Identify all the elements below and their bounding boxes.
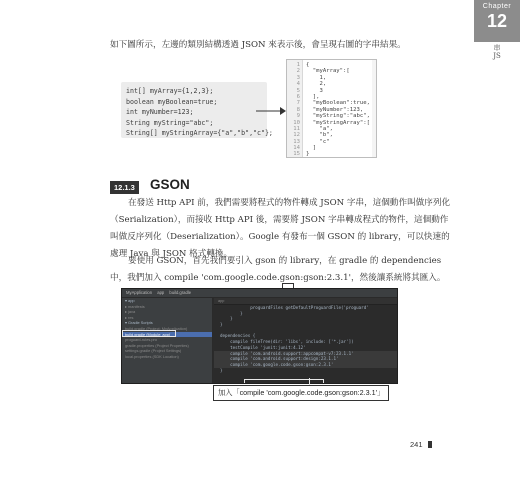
json-line: ] [306, 145, 317, 152]
json-line: "c" [306, 138, 330, 145]
code-line: int[] myArray={1,2,3}; [126, 87, 214, 95]
code-line: } [220, 310, 243, 316]
tree-item[interactable]: ▸ manifests [125, 303, 145, 309]
line-number: 15 [293, 151, 300, 158]
highlight-box [244, 379, 324, 384]
code-line: compile fileTree(dir: 'libs', include: ['*.jar']) [220, 339, 354, 345]
line-number: 8 [296, 106, 300, 113]
code-line: String myString="abc"; [126, 118, 214, 127]
json-output-panel [286, 59, 377, 158]
project-tree[interactable] [122, 298, 213, 384]
json-line: "myBoolean":true, [306, 100, 370, 107]
intro-paragraph: 如下圖所示，左邊的類別結構透過 JSON 來表示後，會呈現右圖的字串結果。 [110, 40, 406, 50]
line-number: 10 [293, 119, 300, 126]
tree-item[interactable]: settings.gradle (Project Settings) [125, 348, 182, 354]
line-number: 14 [293, 145, 300, 152]
line-number: 9 [296, 113, 300, 120]
code-line: } [220, 316, 233, 322]
json-line: "myNumber":123, [306, 106, 364, 113]
page-marker [428, 441, 432, 448]
chapter-number: 12 [486, 11, 508, 31]
code-line: } [220, 322, 223, 328]
line-number: 13 [293, 138, 300, 145]
line-number-gutter [287, 60, 303, 157]
line-number: 12 [293, 132, 300, 139]
ide-navigation-bar [122, 289, 397, 298]
code-editor[interactable] [214, 298, 397, 384]
line-number: 1 [296, 62, 300, 68]
editor-tab[interactable]: app [214, 298, 397, 305]
json-line: "a", [306, 125, 333, 132]
tree-item[interactable]: build.gradle (Project: MyApplication) [125, 325, 188, 331]
json-text [306, 62, 370, 158]
code-line: compile 'com.android.support:appcompat-v7:23.1.1' [214, 351, 397, 357]
line-number: 6 [296, 93, 300, 100]
tree-highlight-box [122, 330, 176, 337]
json-line: "myString":"abc", [306, 113, 370, 120]
code-line: proguardFiles getDefaultProguardFile('proguard' [220, 305, 369, 310]
line-number: 3 [296, 74, 300, 81]
tree-item[interactable]: ▸ java [125, 309, 136, 315]
code-line: compile 'com.android.support:design:23.1.1' [214, 356, 397, 362]
json-line: "myArray":[ [306, 68, 350, 75]
json-line: } [306, 151, 310, 158]
android-studio-screenshot [121, 288, 398, 384]
code-line: dependencies { [220, 333, 256, 339]
json-line: 2, [306, 81, 327, 88]
tree-item[interactable]: local.properties (SDK Location) [125, 353, 179, 359]
json-line: 1, [306, 74, 327, 81]
section-number-badge: 12.1.3 [110, 181, 139, 194]
gson-usage-paragraph: 要使用 GSON，首先我們要引入 gson 的 library，在 gradle 的 dependencies 中，我們加入 compile 'com.google.code.gson:gson:2.3.1'，然後讓系統將其匯入。 [110, 256, 446, 283]
chapter-subtitle: 串 JS [493, 44, 501, 60]
code-line: int myNumber=123; [126, 108, 194, 116]
tree-item[interactable]: ▾ app [125, 298, 135, 303]
nav-item[interactable]: build.gradle [169, 290, 192, 295]
code-line: testCompile 'junit:junit:4.12' [220, 344, 306, 350]
chapter-word: Chapter [482, 3, 512, 10]
tree-item[interactable]: gradle.properties (Project Properties) [125, 342, 189, 348]
line-number: 2 [296, 68, 300, 75]
code-line: boolean myBoolean=true; [126, 97, 218, 106]
tree-item[interactable]: build.gradle (Module: app) [122, 332, 212, 338]
nav-item[interactable]: app [157, 290, 165, 295]
json-line: { [306, 62, 310, 68]
code-line: } [220, 367, 223, 373]
code-line: compile 'com.google.code.gson:gson:2.3.1' [214, 362, 397, 368]
tree-item[interactable]: ▾ Gradle Scripts [125, 320, 153, 326]
gson-description-paragraph: 在發送 Http API 前，我們需要將程式的物件轉成 JSON 字串，這個動作叫做序列化（Serialization），而接收 Http API 後，需要將 JSON 字串轉成程式的物件，這個動作叫做反序列化（Deserialization）。Google 有發布一個 GSON 的 library，可以快速的處理 Java 與 JSON 格式轉換。 [110, 198, 451, 259]
page-number: 241 [410, 440, 423, 449]
editor-code [214, 305, 397, 373]
line-number: 4 [296, 81, 300, 88]
json-line: "myStringArray":[ [306, 119, 370, 126]
section-title: GSON [150, 177, 190, 192]
callout-label: 加入「compile 'com.google.code.gson:gson:2.3.1'」 [213, 385, 389, 401]
nav-item[interactable]: MyApplication [126, 290, 153, 295]
tree-item[interactable]: ▸ res [125, 314, 134, 320]
line-number: 11 [293, 125, 300, 132]
line-number: 7 [296, 100, 300, 107]
code-line: String[] myStringArray={"a","b","c"}; [126, 129, 273, 137]
json-line: "b", [306, 132, 333, 139]
java-code-box [121, 82, 273, 138]
json-line: ], [306, 93, 320, 100]
json-line: 3 [306, 87, 323, 94]
chapter-tab [474, 0, 520, 42]
right-arrow-icon [256, 105, 286, 117]
line-number: 5 [296, 87, 300, 94]
tree-item[interactable]: proguard-rules.pro [125, 337, 158, 343]
scrollbar[interactable] [372, 60, 376, 157]
